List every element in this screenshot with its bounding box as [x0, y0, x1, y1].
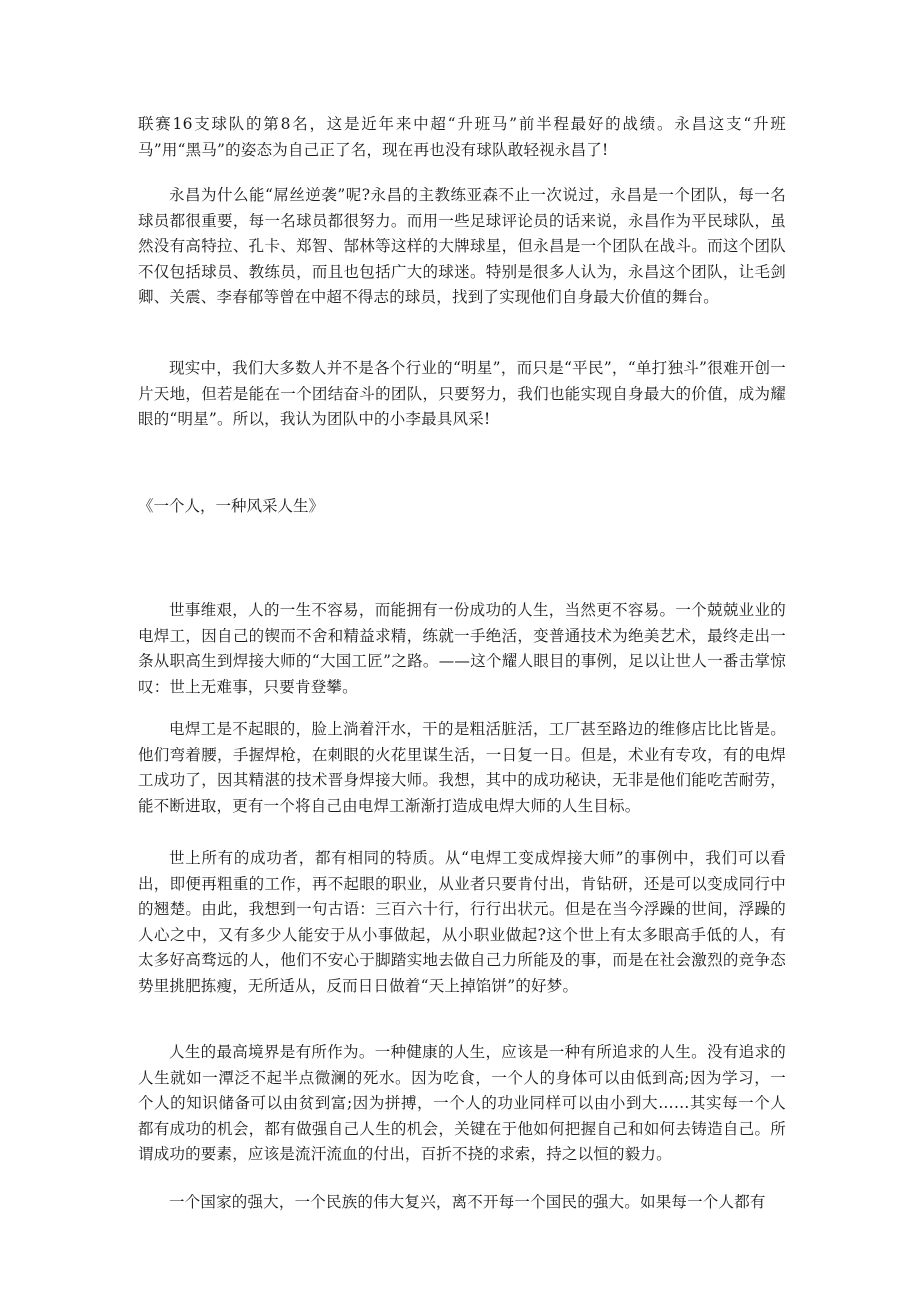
essay-title: 《一个人，一种风采人生》	[138, 497, 325, 515]
paragraph-7: 人生的最高境界是有所作为。一种健康的人生，应该是一种有所追求的人生。没有追求的人生就如一潭泛不起半点微澜的死水。因为吃食，一个人的身体可以由低到高;因为学习，一个人的知识储备可以由贫到富;因为拼搏，一个人的功业同样可以由小到大……其实每一个人都有成功的机会，都有做强自己人生的机会，关键在于他如何把握自己和如何去铸造自己。所谓成功的要素，应该是流汗流血的付出，百折不挠的求索，持之以恒的毅力。	[138, 1043, 786, 1164]
paragraph-1: 联赛16支球队的第8名，这是近年来中超“升班马”前半程最好的战绩。永昌这支“升班马”用“黑马”的姿态为自己正了名，现在再也没有球队敢轻视永昌了!	[138, 115, 786, 159]
paragraph-8: 一个国家的强大，一个民族的伟大复兴，离不开每一个国民的强大。如果每一个人都有	[169, 1193, 766, 1211]
paragraph-3: 现实中，我们大多数人并不是各个行业的“明星”，而只是“平民”，“单打独斗”很难开创一片天地，但若是能在一个团结奋斗的团队，只要努力，我们也能实现自身最大的价值，成为耀眼的“明星”。所以，我认为团队中的小李最具风采!	[138, 359, 786, 429]
paragraph-6: 世上所有的成功者，都有相同的特质。从“电焊工变成焊接大师”的事例中，我们可以看出，即便再粗重的工作，再不起眼的职业，从业者只要肯付出，肯钻研，还是可以变成同行中的翘楚。由此，我想到一句古语：三百六十行，行行出状元。但是在当今浮躁的世间，浮躁的人心之中，又有多少人能安于从小事做起，从小职业做起?这个世上有太多眼高手低的人，有太多好高骛远的人，他们不安心于脚踏实地去做自己力所能及的事，而是在社会激烈的竞争态势里挑肥拣瘦，无所适从，反而日日做着“天上掉馅饼”的好梦。	[138, 849, 786, 995]
paragraph-5: 电焊工是不起眼的，脸上淌着汗水，干的是粗活脏活，工厂甚至路边的维修店比比皆是。他们弯着腰，手握焊枪，在刺眼的火花里谋生活，一日复一日。但是，术业有专攻，有的电焊工成功了，因其精湛的技术晋身焊接大师。我想，其中的成功秘诀，无非是他们能吃苦耐劳，能不断进取，更有一个将自己由电焊工渐渐打造成电焊大师的人生目标。	[138, 720, 786, 815]
paragraph-4: 世事维艰，人的一生不容易，而能拥有一份成功的人生，当然更不容易。一个兢兢业业的电焊工，因自己的锲而不舍和精益求精，练就一手绝活，变普通技术为绝美艺术，最终走出一条从职高生到焊接大师的“大国工匠”之路。——这个耀人眼目的事例，足以让世人一番击掌惊叹：世上无难事，只要肯登攀。	[138, 601, 786, 696]
paragraph-2: 永昌为什么能“屌丝逆袭”呢?永昌的主教练亚森不止一次说过，永昌是一个团队，每一名球员都很重要，每一名球员都很努力。而用一些足球评论员的话来说，永昌作为平民球队，虽然没有高特拉、孔卡、郑智、郜林等这样的大牌球星，但永昌是一个团队在战斗。而这个团队不仅包括球员、教练员，而且也包括广大的球迷。特别是很多人认为，永昌这个团队，让毛剑卿、关震、李春郁等曾在中超不得志的球员，找到了实现他们自身最大价值的舞台。	[138, 186, 786, 307]
